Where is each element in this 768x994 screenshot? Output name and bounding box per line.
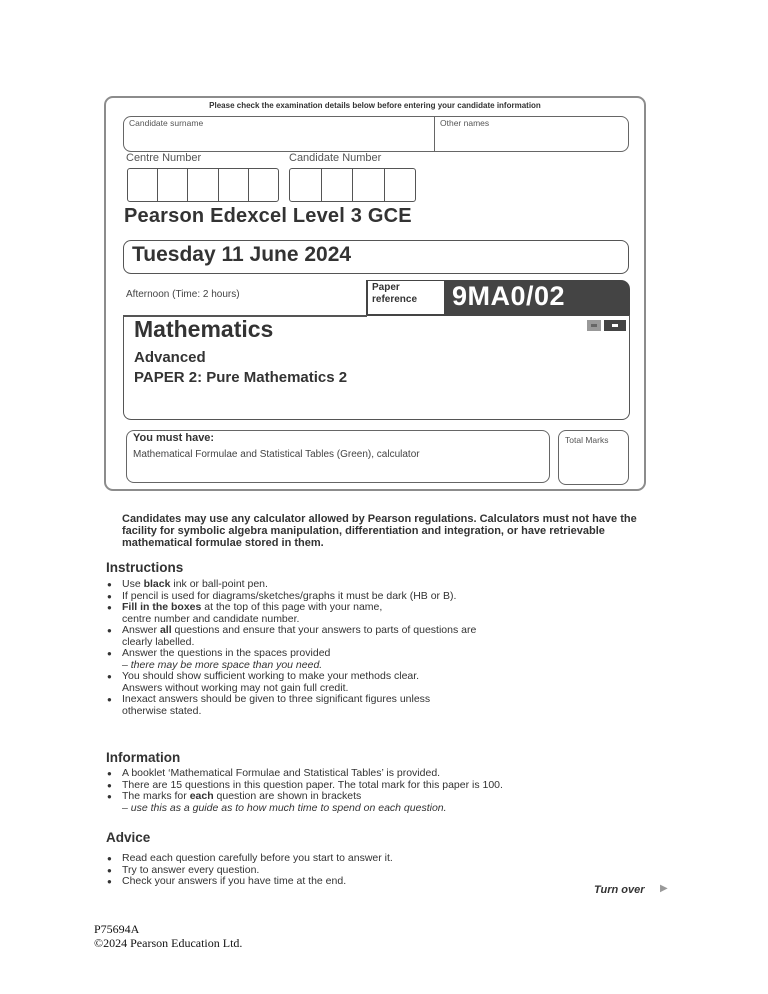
advice-heading: Advice: [106, 830, 151, 845]
paper-reference-code: 9MA0/02: [452, 281, 566, 311]
qualification-title: Pearson Edexcel Level 3 GCE: [124, 205, 412, 227]
candidate-number-label: Candidate Number: [289, 152, 382, 164]
paper-title: PAPER 2: Pure Mathematics 2: [134, 369, 348, 386]
instruction-item-cont: – there may be more space than you need.: [122, 658, 323, 671]
digit-box[interactable]: [322, 169, 354, 201]
centre-number-boxes[interactable]: [127, 168, 279, 202]
instruction-item: ● If pencil is used for diagrams/sketches/graphs it must be dark (HB or B).: [104, 591, 644, 603]
paper-reference-label-line1: Paper: [372, 282, 400, 293]
advice-list: [104, 853, 644, 888]
information-list: [104, 768, 644, 814]
instruction-item: ● You should show sufficient working to make your methods clear.: [104, 671, 644, 683]
registration-mark-icon: [587, 320, 601, 331]
instructions-heading: Instructions: [106, 560, 184, 575]
instruction-item-cont: clearly labelled.: [122, 635, 195, 648]
instruction-item: ● Fill in the boxes at the top of this page with your name,: [104, 602, 644, 614]
information-item: ● There are 15 questions in this question paper. The total mark for this paper is 100.: [104, 780, 644, 792]
must-have-text: Mathematical Formulae and Statistical Tables (Green), calculator: [133, 449, 420, 460]
digit-box[interactable]: [353, 169, 385, 201]
paper-code-footer: P75694A: [94, 922, 140, 936]
copyright-footer: ©2024 Pearson Education Ltd.: [94, 936, 243, 950]
registration-mark-icon: [604, 320, 626, 331]
advice-item: ● Read each question carefully before you start to answer it.: [104, 853, 644, 865]
information-heading: Information: [106, 750, 181, 765]
play-arrow-icon: ▶: [660, 883, 668, 894]
digit-box[interactable]: [158, 169, 188, 201]
name-box-divider: [434, 117, 435, 151]
information-item: ● A booklet ‘Mathematical Formulae and Statistical Tables’ is provided.: [104, 768, 644, 780]
must-have-heading: You must have:: [133, 432, 215, 444]
exam-date: Tuesday 11 June 2024: [132, 243, 352, 266]
digit-box[interactable]: [385, 169, 416, 201]
session-time: Afternoon (Time: 2 hours): [126, 289, 240, 300]
instruction-item: ● Use black ink or ball-point pen.: [104, 579, 644, 591]
candidate-surname-label: Candidate surname: [129, 118, 204, 128]
other-names-label: Other names: [440, 118, 490, 128]
advice-item: ● Try to answer every question.: [104, 865, 644, 877]
check-details-notice: Please check the examination details below before entering your candidate information: [209, 101, 541, 110]
paper-reference-label-line2: reference: [372, 294, 418, 305]
instruction-item-cont: Answers without working may not gain full credit.: [122, 681, 349, 694]
instruction-item: ● Inexact answers should be given to three significant figures unless: [104, 694, 644, 706]
centre-number-label: Centre Number: [126, 152, 202, 164]
advice-item: ● Check your answers if you have time at the end.: [104, 876, 644, 888]
digit-box[interactable]: [128, 169, 158, 201]
instructions-list: [104, 579, 644, 717]
subject-level: Advanced: [134, 349, 206, 366]
candidate-number-boxes[interactable]: [289, 168, 416, 202]
instruction-item: ● Answer the questions in the spaces provided: [104, 648, 644, 660]
instruction-item-cont: otherwise stated.: [122, 704, 202, 717]
digit-box[interactable]: [290, 169, 322, 201]
total-marks-label: Total Marks: [565, 435, 609, 445]
digit-box[interactable]: [249, 169, 278, 201]
instruction-item-cont: centre number and candidate number.: [122, 612, 300, 625]
instruction-item: ● Answer all questions and ensure that your answers to parts of questions are: [104, 625, 644, 637]
information-item-cont: – use this as a guide as to how much time to spend on each question.: [122, 801, 447, 814]
subject-title: Mathematics: [134, 316, 274, 342]
information-item: ● The marks for each question are shown in brackets: [104, 791, 644, 803]
digit-box[interactable]: [219, 169, 249, 201]
paper-reference-label: [368, 281, 444, 314]
calculator-notice: Candidates may use any calculator allowed by Pearson regulations. Calculators must not have the facility for symbolic algebra manipulation, differentiation and integration, or have retrievable mathematical formulae stored in them.: [122, 513, 637, 549]
digit-box[interactable]: [188, 169, 218, 201]
turn-over-label: Turn over: [594, 884, 645, 896]
